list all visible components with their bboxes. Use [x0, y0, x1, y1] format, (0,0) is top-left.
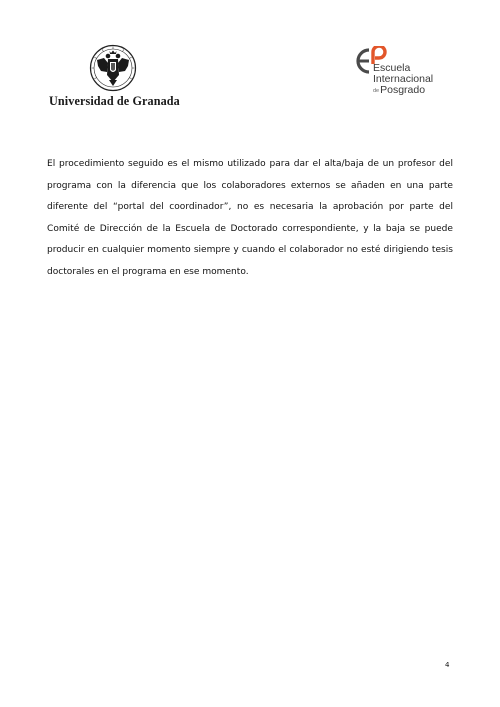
body-paragraph: El procedimiento seguido es el mismo utilizado para dar el alta/baja de un profesor del programa con la diferencia que los colaboradores externos se añaden en una parte diferente del “portal del coordinador”, no es necesaria la aprobación por parte del Comité de Dirección de la Escuela de Doctorado correspondiente, y la baja se puede producir en cualquier momento siempre y cuando el colaborador no esté dirigiendo tesis doctorales en el programa en ese momento.	[47, 159, 453, 277]
university-name: Universidad de Granada	[49, 94, 180, 108]
school-name-line-2: Internacional	[373, 73, 434, 85]
school-name-prefix: de	[373, 88, 380, 94]
school-name-line-3	[373, 85, 433, 97]
page-header	[0, 0, 500, 115]
school-name	[373, 63, 433, 97]
school-name-posgrado: Posgrado	[380, 84, 426, 96]
school-name-line-1: Escuela	[373, 62, 411, 74]
university-crest-icon	[87, 44, 139, 92]
page-number: 4	[445, 661, 450, 669]
school-logo	[352, 46, 462, 102]
university-logo	[49, 44, 179, 108]
